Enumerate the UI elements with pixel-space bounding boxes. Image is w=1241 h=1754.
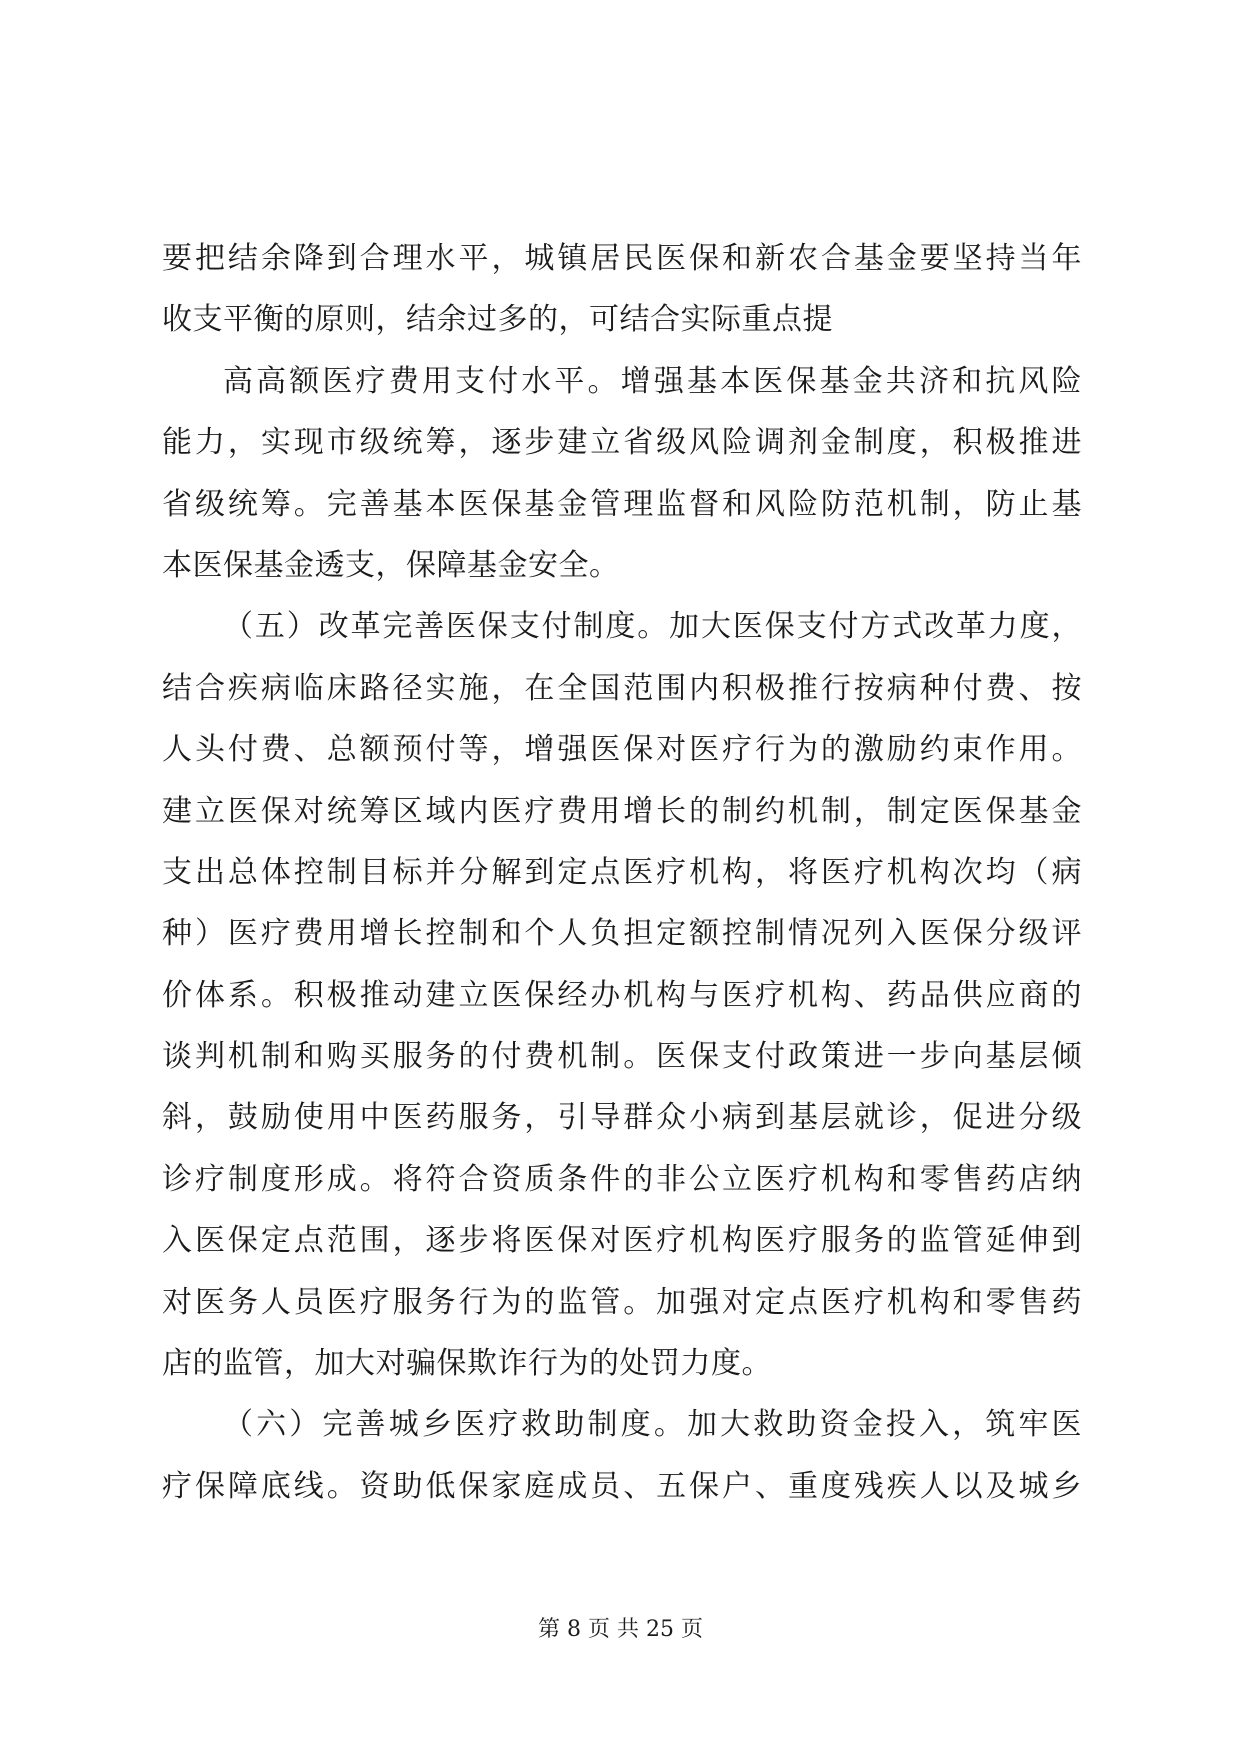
text-line: 支出总体控制目标并分解到定点医疗机构，将医疗机构次均（病 <box>162 854 1082 890</box>
text-line: （六）完善城乡医疗救助制度。加大救助资金投入，筑牢医 <box>223 1407 1082 1443</box>
text-line: 价体系。积极推动建立医保经办机构与医疗机构、药品供应商的 <box>162 977 1082 1013</box>
text-line: 能力，实现市级统筹，逐步建立省级风险调剂金制度，积极推进 <box>162 425 1082 461</box>
text-line: 高高额医疗费用支付水平。增强基本医保基金共济和抗风险 <box>223 363 1082 399</box>
text-line: 斜，鼓励使用中医药服务，引导群众小病到基层就诊，促进分级 <box>162 1100 1082 1136</box>
text-line: 要把结余降到合理水平，城镇居民医保和新农合基金要坚持当年 <box>162 241 1082 276</box>
text-line: 省级统筹。完善基本医保基金管理监督和风险防范机制，防止基 <box>162 486 1082 522</box>
body-text <box>162 228 1082 1517</box>
text-line: 人头付费、总额预付等，增强医保对医疗行为的激励约束作用。 <box>162 732 1082 768</box>
text-line: 结合疾病临床路径实施，在全国范围内积极推行按病种付费、按 <box>162 670 1082 706</box>
text-line: 疗保障底线。资助低保家庭成员、五保户、重度残疾人以及城乡 <box>162 1468 1082 1504</box>
page-footer: 第 8 页 共 25 页 <box>538 1617 703 1642</box>
text-line: 本医保基金透支，保障基金安全。 <box>162 547 620 583</box>
text-line: 建立医保对统筹区域内医疗费用增长的制约机制，制定医保基金 <box>162 793 1082 829</box>
text-line: 诊疗制度形成。将符合资质条件的非公立医疗机构和零售药店纳 <box>162 1161 1082 1197</box>
text-line: （五）改革完善医保支付制度。加大医保支付方式改革力度， <box>223 609 1082 645</box>
text-line: 谈判机制和购买服务的付费机制。医保支付政策进一步向基层倾 <box>162 1039 1082 1075</box>
text-line: 种）医疗费用增长控制和个人负担定额控制情况列入医保分级评 <box>162 916 1082 952</box>
text-line: 对医务人员医疗服务行为的监管。加强对定点医疗机构和零售药 <box>162 1284 1082 1320</box>
text-line: 入医保定点范围，逐步将医保对医疗机构医疗服务的监管延伸到 <box>162 1223 1082 1259</box>
text-line: 收支平衡的原则，结余过多的，可结合实际重点提 <box>162 302 833 338</box>
text-line: 店的监管，加大对骗保欺诈行为的处罚力度。 <box>162 1346 772 1382</box>
